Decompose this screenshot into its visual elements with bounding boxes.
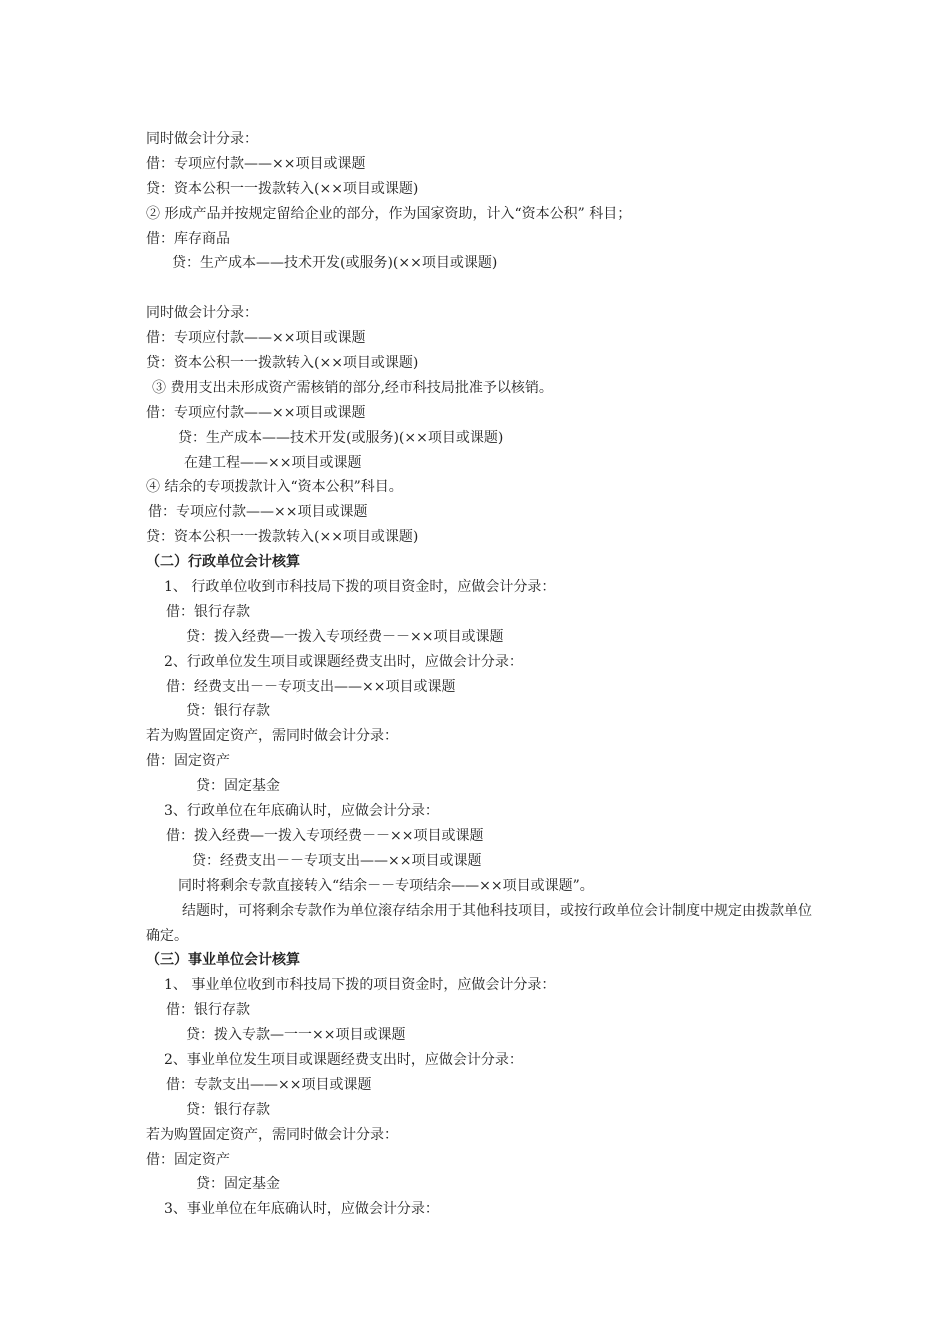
text-line: 1、 事业单位收到市科技局下拨的项目资金时，应做会计分录： bbox=[164, 977, 556, 994]
text-line: ② 形成产品并按规定留给企业的部分，作为国家资助，计入“资本公积” 科目； bbox=[146, 205, 632, 222]
text-line: 借：经费支出－－专项支出——××项目或课题 bbox=[166, 678, 456, 695]
text-line: 贷：银行存款 bbox=[186, 703, 270, 720]
text-line: 2、行政单位发生项目或课题经费支出时，应做会计分录： bbox=[164, 653, 523, 670]
text-line: 贷：生产成本——技术开发(或服务)(××项目或课题) bbox=[178, 429, 504, 446]
text-line: 2、事业单位发生项目或课题经费支出时，应做会计分录： bbox=[164, 1051, 523, 1068]
text-line: 借：固定资产 bbox=[146, 1151, 230, 1168]
text-line: 贷：拨入专款—一一××项目或课题 bbox=[186, 1027, 406, 1044]
text-line: 若为购置固定资产，需同时做会计分录： bbox=[146, 1126, 398, 1143]
text-line: 借：专项应付款——××项目或课题 bbox=[148, 504, 368, 521]
text-line: 借：拨入经费—一拨入专项经费－－××项目或课题 bbox=[166, 827, 484, 844]
text-line: 同时做会计分录： bbox=[146, 305, 258, 322]
text-line: 在建工程——××项目或课题 bbox=[184, 454, 362, 471]
text-line: 3、行政单位在年底确认时，应做会计分录： bbox=[164, 803, 439, 820]
text-line: 同时将剩余专款直接转入“结余－－专项结余——××项目或课题”。 bbox=[178, 877, 594, 894]
text-line: 3、事业单位在年底确认时，应做会计分录： bbox=[164, 1201, 439, 1218]
text-line: 贷：生产成本——技术开发(或服务)(××项目或课题) bbox=[172, 255, 498, 272]
section-heading: （二）行政单位会计核算 bbox=[146, 554, 300, 571]
text-line: 贷：固定基金 bbox=[196, 778, 280, 795]
text-line: 贷：资本公积一一拨款转入(××项目或课题) bbox=[146, 529, 419, 546]
text-line: 贷：经费支出－－专项支出——××项目或课题 bbox=[192, 852, 482, 869]
document-body bbox=[146, 127, 816, 1222]
section-heading: （三）事业单位会计核算 bbox=[146, 952, 300, 969]
text-line: 若为购置固定资产，需同时做会计分录： bbox=[146, 728, 398, 745]
text-line: 贷：拨入经费—一拨入专项经费－－××项目或课题 bbox=[186, 628, 504, 645]
paragraph bbox=[146, 899, 816, 949]
text-line: ④ 结余的专项拨款计入“资本公积”科目。 bbox=[146, 479, 403, 496]
text-line: 借：专项应付款——××项目或课题 bbox=[146, 404, 366, 421]
text-line: 同时做会计分录： bbox=[146, 131, 258, 147]
text-line: 借：库存商品 bbox=[146, 230, 230, 247]
text-line: 借：银行存款 bbox=[166, 1002, 250, 1019]
text-line: ③ 费用支出未形成资产需核销的部分,经市科技局批准予以核销。 bbox=[152, 379, 553, 396]
text-line: 1、 行政单位收到市科技局下拨的项目资金时，应做会计分录： bbox=[164, 579, 556, 596]
text-line: 借：银行存款 bbox=[166, 603, 250, 620]
text-line: 借：专项应付款——××项目或课题 bbox=[146, 330, 366, 347]
text-line: 借：专款支出——××项目或课题 bbox=[166, 1076, 372, 1093]
text-line: 借：专项应付款——××项目或课题 bbox=[146, 155, 366, 172]
text-line: 贷：资本公积一一拨款转入(××项目或课题) bbox=[146, 355, 419, 372]
paragraph-text: 结题时，可将剩余专款作为单位滚存结余用于其他科技项目，或按行政单位会计制度中规定由拨款单位确定。 bbox=[146, 902, 812, 944]
text-line: 贷：银行存款 bbox=[186, 1101, 270, 1118]
text-line: 借：固定资产 bbox=[146, 753, 230, 770]
blank-line bbox=[146, 276, 816, 301]
text-line: 贷：固定基金 bbox=[196, 1176, 280, 1193]
text-line: 贷：资本公积一一拨款转入(××项目或课题) bbox=[146, 180, 419, 197]
